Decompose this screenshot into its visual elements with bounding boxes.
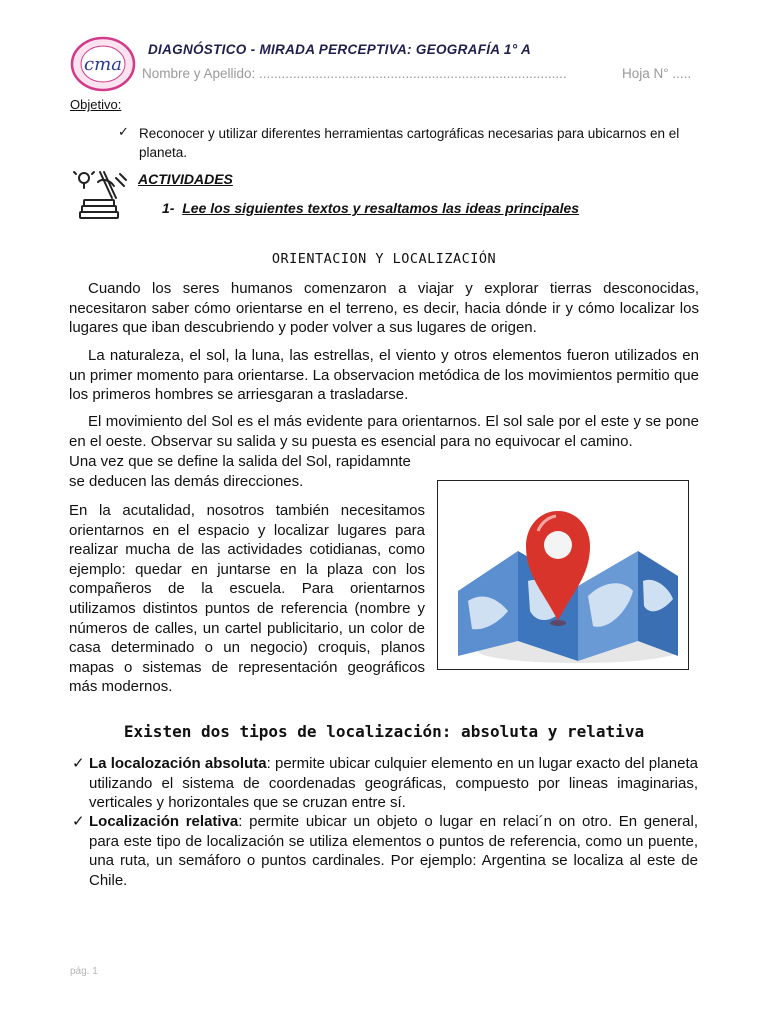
student-name-field[interactable]: Nombre y Apellido: ..................................................................................	[142, 66, 567, 81]
school-logo	[70, 36, 136, 92]
check-icon: ✓	[72, 813, 85, 830]
localization-term: Localización relativa	[89, 813, 239, 830]
paragraph-line: se deducen las demás direcciones.	[69, 473, 304, 490]
study-activities-icon	[72, 168, 128, 220]
activity-text: Lee los siguientes textos y resaltamos las ideas principales	[182, 200, 580, 216]
objective-text: Reconocer y utilizar diferentes herramientas cartográficas necesarias para ubicarnos en el planeta.	[139, 126, 680, 160]
paragraph: El movimiento del Sol es el más evidente para orientarnos. El sol sale por el este y se pone en el oeste. Observar su salida y su puesta es esencial para no equivocar el camino.	[69, 413, 699, 450]
document-title: DIAGNÓSTICO - MIRADA PERCEPTIVA: GEOGRAFÍA 1° A	[148, 42, 532, 57]
localization-item	[89, 754, 698, 813]
svg-text:cma: cma	[84, 54, 122, 75]
paragraph: La naturaleza, el sol, la luna, las estrellas, el viento y otros elementos fueron utilizados en un primer momento para orientarse. La observacion metódica de los movimientos permitio que los primeros hombres se arriesgaran a trasladarse.	[69, 347, 699, 404]
localization-term: La localozación absoluta	[89, 755, 267, 772]
paragraph: En la acutalidad, nosotros también necesitamos orientarnos en el espacio y localizar lugares para realizar mucha de las actividades cotidianas, como ejemplo: quedar en juntarse en la plaza con los compañeros de la escuela. Para orientarnos utilizamos distintos puntos de referencia (nombre y números de calles, un cartel publicitario, un color de casa determinado o un negocio) croquis, planos mapas o sistemas de representación geográficos más modernos.	[69, 502, 425, 696]
check-icon: ✓	[118, 124, 129, 139]
section-title: ORIENTACION Y LOCALIZACIÓN	[271, 251, 497, 267]
activities-title: ACTIVIDADES	[138, 171, 233, 187]
localization-description: : permite ubicar culquier elemento en un lugar exacto del planeta utilizando el sistema de coordenadas geográficas, compuesto por lineas imaginarias, verticales y horizontales que se cruzan entre sí.	[89, 755, 698, 812]
check-icon: ✓	[72, 755, 85, 772]
localization-description: : permite ubicar un objeto o lugar en relaci´n on otro. En general, para este tipo de localización se utiliza elementos o puntos de referencia, como un puente, una ruta, un semáforo o puntos cardinales. Por ejemplo: Argentina se localiza al este de Chile.	[89, 813, 699, 889]
localization-item	[89, 812, 698, 890]
objective-label: Objetivo:	[70, 97, 122, 112]
page-number: pág. 1	[70, 966, 98, 977]
paragraph-line: Una vez que se define la salida del Sol, rapidamnte	[69, 453, 411, 470]
localization-heading: Existen dos tipos de localización: absoluta y relativa	[123, 722, 645, 741]
map-pin-image	[437, 480, 689, 670]
sheet-number-field[interactable]: Hoja N° .....	[622, 66, 692, 81]
activity-item	[162, 200, 579, 216]
activity-number: 1-	[162, 200, 175, 216]
paragraph: Cuando los seres humanos comenzaron a viajar y explorar tierras desconocidas, necesitaron saber cómo orientarse en el terreno, es decir, hacia dónde ir y cómo localizar los lugares que iban descubriendo y poder volver a sus lugares de origen.	[69, 280, 699, 337]
